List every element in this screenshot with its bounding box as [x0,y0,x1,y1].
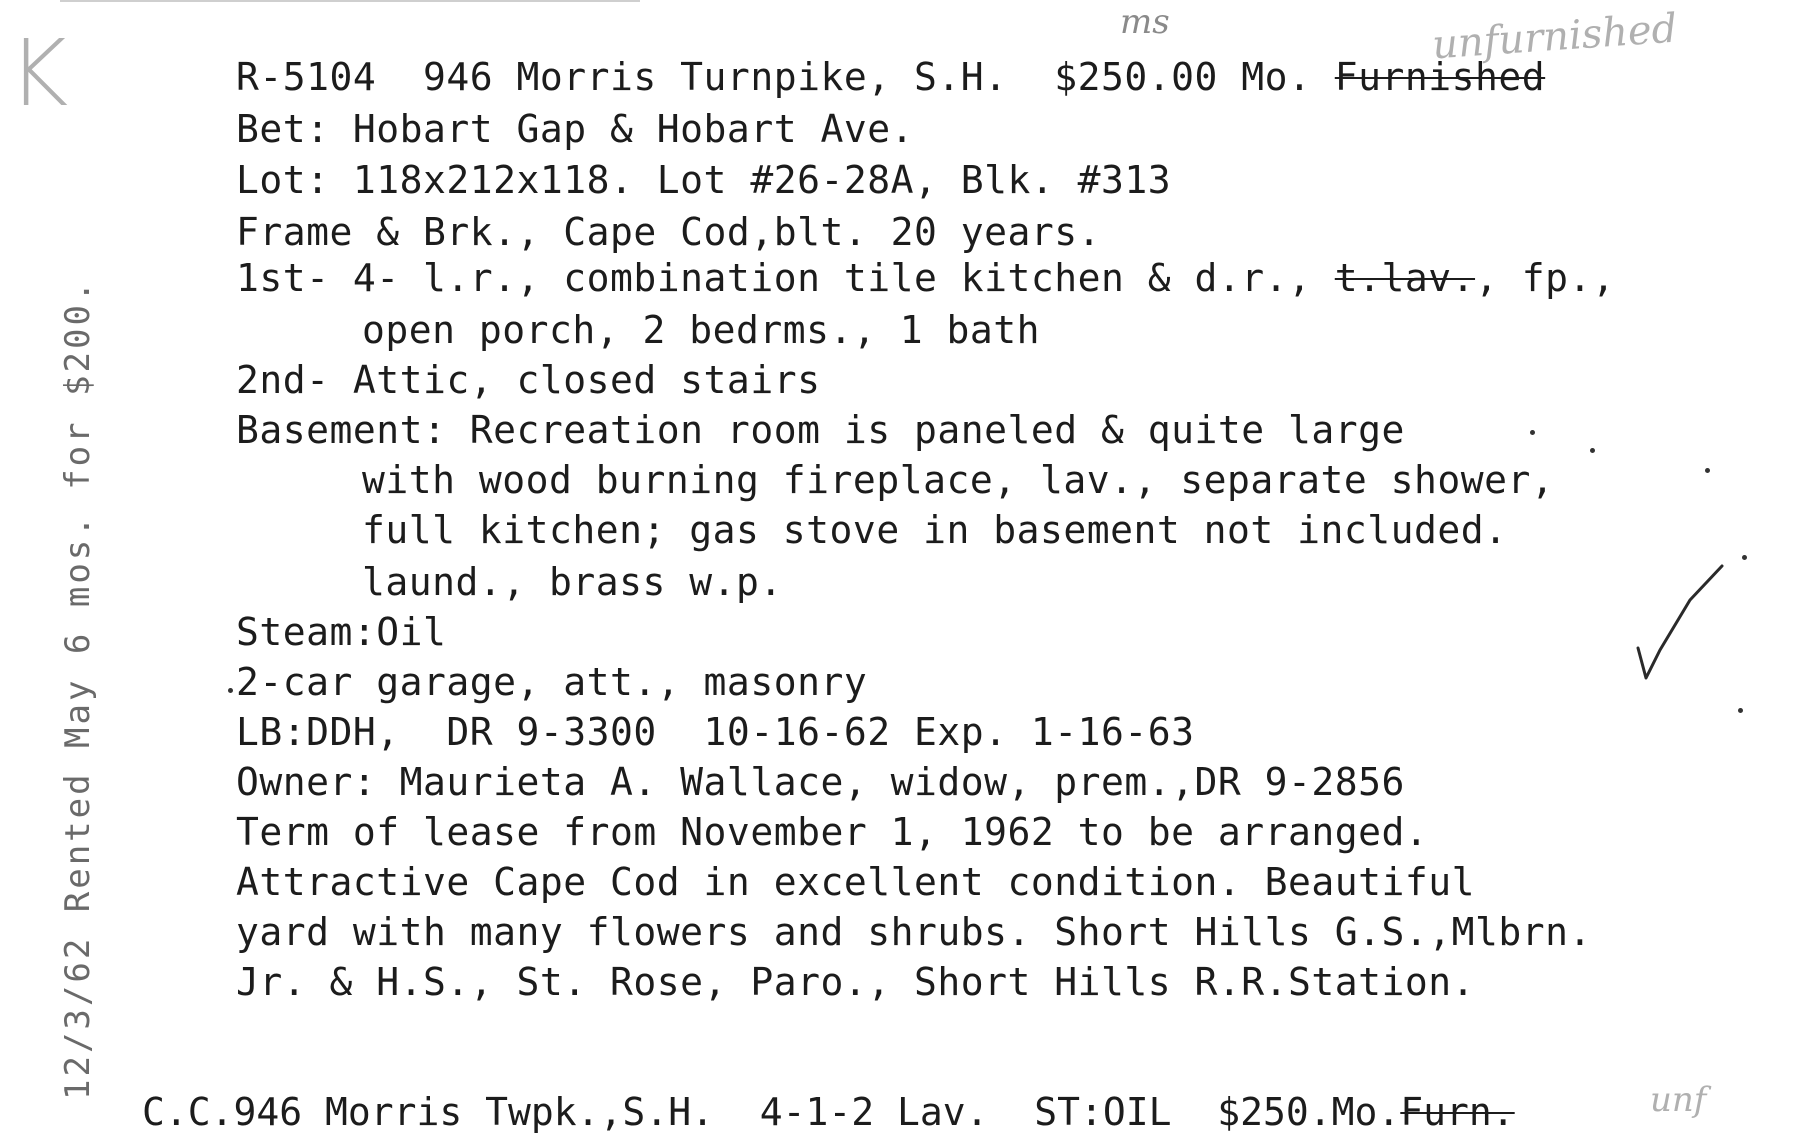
first-floor-cont: open porch, 2 bedrms., 1 bath [362,308,1040,352]
rental-note: 12/3/62 Rented May 6 mos. for $200. [58,278,98,1100]
speck-4 [1738,708,1743,713]
speck-6 [228,688,233,693]
first-floor [236,256,1615,300]
summary-line [142,1090,1515,1134]
heat-info: Steam:Oil [236,610,447,654]
description-line-3: Jr. & H.S., St. Rose, Paro., Short Hills R.R.Station. [236,960,1476,1004]
speck-1 [1590,448,1595,453]
basement-line-2: with wood burning fireplace, lav., separate shower, [362,458,1555,502]
handwritten-top-mark: ms [1120,2,1170,42]
summary-main: C.C.946 Morris Twpk.,S.H. 4-1-2 Lav. ST:OIL $250.Mo. [142,1090,1401,1134]
between-streets: Bet: Hobart Gap & Hobart Ave. [236,107,914,151]
speck-5 [1530,430,1535,435]
listing-broker: LB:DDH, DR 9-3300 10-16-62 Exp. 1-16-63 [236,710,1195,754]
description-line-2: yard with many flowers and shrubs. Short Hills G.S.,Mlbrn. [236,910,1592,954]
summary-struck-furn: Furn. [1400,1090,1515,1134]
construction-info: Frame & Brk., Cape Cod,blt. 20 years. [236,210,1101,254]
lease-term: Term of lease from November 1, 1962 to be arranged. [236,810,1429,854]
lot-info: Lot: 118x212x118. Lot #26-28A, Blk. #313 [236,158,1172,202]
listing-header [236,55,1545,99]
handwritten-unfurnished: unfurnished [1430,5,1679,69]
second-floor: 2nd- Attic, closed stairs [236,358,821,402]
card-top-edge [60,0,640,2]
basement-line-3: full kitchen; gas stove in basement not included. [362,508,1508,552]
first-floor-struck: t.lav. [1334,256,1476,300]
description-line-1: Attractive Cape Cod in excellent condition. Beautiful [236,860,1476,904]
garage-info: 2-car garage, att., masonry [236,660,868,704]
checkmark-icon [1630,560,1740,690]
speck-3 [1742,555,1747,560]
first-floor-prefix: 1st- 4- l.r., combination tile kitchen & d.r., [236,256,1335,300]
header-struck-furnished: Furnished [1334,55,1546,99]
basement-line-1: Basement: Recreation room is paneled & quite large [236,408,1405,452]
speck-2 [1705,468,1710,473]
header-main: R-5104 946 Morris Turnpike, S.H. $250.00 Mo. [236,55,1335,99]
owner-info: Owner: Maurieta A. Wallace, widow, prem.,DR 9-2856 [236,760,1405,804]
first-floor-suffix: , fp., [1475,256,1616,300]
handwritten-unf: unf [1650,1080,1707,1120]
margin-letter-k: K [8,20,69,127]
basement-line-4: laund., brass w.p. [362,560,783,604]
